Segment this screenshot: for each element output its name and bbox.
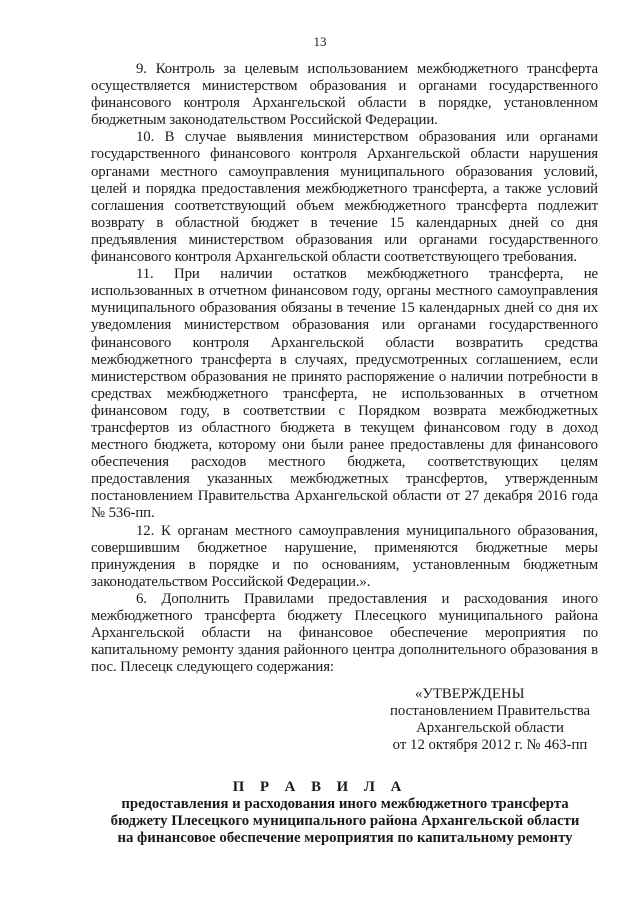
approval-date: от 12 октября 2012 г. № 463-пп xyxy=(392,737,588,754)
paragraph-item-6: 6. Дополнить Правилами предоставления и расходования иного межбюджетного трансферта бюджету Плесецкого муниципального района Архангельской области на финансовое обеспечение мероприятия по капитальному ремонту здания районного центра дополнительного образования в пос. Плесецк следующего содержания: xyxy=(91,590,598,676)
rules-title: П Р А В И Л А xyxy=(232,779,408,795)
approval-region: Архангельской области xyxy=(416,720,564,737)
rules-subtitle-line: предоставления и расходования иного межбюджетного трансферта xyxy=(121,796,569,812)
paragraph-11: 11. При наличии остатков межбюджетного трансферта, не использованных в отчетном финансовом году, органы местного самоуправления муниципального образования обязаны в течение 15 календарных дней со дня их уведомления министерством образования или органами государственного финансового контроля Архангельской области возвратить средства межбюджетного трансферта в случаях, предусмотренных соглашением, если министерством образования не принято распоряжение о наличии потребности в средствах межбюджетного трансферта, не использованных в отчетном финансовом году, в соответствии с Порядком возврата межбюджетных трансфертов из областного бюджета в текущем финансовом году в доход местного бюджета, которому они были ранее предоставлены для финансового обеспечения расходов местного бюджета, соответствующих целям предоставления указанных межбюджетных трансфертов, утвержденным постановлением Правительства Архангельской области от 27 декабря 2016 года № 536-пп. xyxy=(91,266,598,522)
approval-stamp xyxy=(360,686,620,754)
page-number: 13 xyxy=(313,34,327,49)
rules-subtitle-line: на финансовое обеспечение мероприятия по капитальному ремонту xyxy=(117,830,573,847)
approval-resolution: постановлением Правительства xyxy=(389,703,591,720)
paragraph-9: 9. Контроль за целевым использованием межбюджетного трансферта осуществляется министерством образования и органами государственного финансового контроля Архангельской области в порядке, установленном бюджетным законодательством Российской Федерации. xyxy=(91,61,598,129)
rules-subtitle-line: бюджету Плесецкого муниципального района Архангельской области xyxy=(110,813,580,830)
paragraph-10: 10. В случае выявления министерством образования или органами государственного финансового контроля Архангельской области нарушения органами местного самоуправления муниципального образования условий, целей и порядка предоставления межбюджетного трансферта, а также условий соглашения соответствующий объем межбюджетного трансферта подлежит возврату в областной бюджет в течение 15 календарных дней со дня предъявления министерством образования или органами государственного финансового контроля Архангельской области соответствующего требования. xyxy=(91,129,598,266)
approval-heading: «УТВЕРЖДЕНЫ xyxy=(415,686,525,702)
paragraph-12: 12. К органам местного самоуправления муниципального образования, совершившим бюджетное нарушение, применяются бюджетные меры принуждения в порядке и по основаниям, установленным бюджетным законодательством Российской Федерации.». xyxy=(91,522,598,590)
body-text xyxy=(91,61,598,676)
rules-subtitle xyxy=(90,796,600,848)
